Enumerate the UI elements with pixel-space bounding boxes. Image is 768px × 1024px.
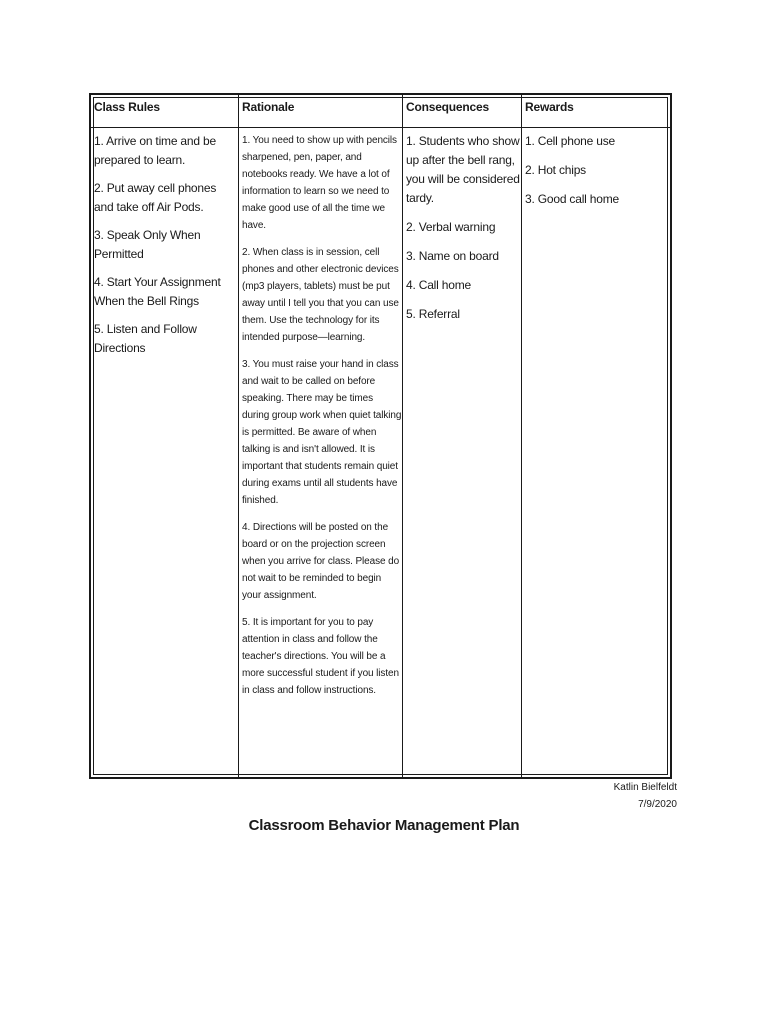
rationale-item: 3. You must raise your hand in class and wait to be called on before speaking. There may be times during group work when quiet talking is permitted. Be aware of when talking is and isn't allowed. It is important that students remain quiet during exams until all students have finished. <box>242 359 402 506</box>
author-name: Katlin Bielfeldt <box>613 782 677 793</box>
class-rules-cell <box>94 132 236 367</box>
rationale-item: 2. When class is in session, cell phones and other electronic devices (mp3 players, tablets) must be put away until I tell you that you can use them. Use the technology for its intended purpose—learning. <box>242 247 399 343</box>
consequences-cell <box>406 132 522 334</box>
header-class-rules: Class Rules <box>94 100 160 114</box>
consequence-item: 3. Name on board <box>406 249 499 263</box>
rationale-item: 5. It is important for you to pay attention in class and follow the teacher's directions. You will be a more successful student if you listen in class and follow instructions. <box>242 617 399 696</box>
header-row-divider <box>91 127 670 128</box>
consequence-item: 1. Students who show up after the bell rang, you will be considered tardy. <box>406 134 520 205</box>
class-rules-list <box>94 132 236 358</box>
class-rule-item: 5. Listen and Follow Directions <box>94 322 197 355</box>
class-rule-item: 2. Put away cell phones and take off Air Pods. <box>94 181 217 214</box>
class-rule-item: 4. Start Your Assignment When the Bell Rings <box>94 275 221 308</box>
rewards-list <box>525 132 667 209</box>
document-date: 7/9/2020 <box>638 799 677 810</box>
behavior-plan-table <box>89 93 672 779</box>
reward-item: 2. Hot chips <box>525 163 586 177</box>
header-rationale: Rationale <box>242 100 295 114</box>
rationale-cell <box>242 132 402 709</box>
consequence-item: 5. Referral <box>406 307 460 321</box>
column-divider <box>402 95 403 777</box>
header-rewards: Rewards <box>525 100 574 114</box>
consequences-list <box>406 132 522 324</box>
document-title: Classroom Behavior Management Plan <box>248 817 520 834</box>
reward-item: 3. Good call home <box>525 192 619 206</box>
rationale-list <box>242 132 402 699</box>
class-rule-item: 3. Speak Only When Permitted <box>94 228 201 261</box>
class-rule-item: 1. Arrive on time and be prepared to learn. <box>94 134 216 167</box>
rewards-cell <box>525 132 667 219</box>
rationale-item: 4. Directions will be posted on the board or on the projection screen when you arrive for class. Please do not wait to be reminded to begin your assignment. <box>242 522 400 601</box>
rationale-item: 1. You need to show up with pencils sharpened, pen, paper, and notebooks ready. We have a lot of information to learn so we need to make good use of all the time we have. <box>242 135 397 231</box>
header-consequences: Consequences <box>406 100 489 114</box>
consequence-item: 4. Call home <box>406 278 471 292</box>
consequence-item: 2. Verbal warning <box>406 220 496 234</box>
reward-item: 1. Cell phone use <box>525 134 615 148</box>
column-divider <box>238 95 239 777</box>
